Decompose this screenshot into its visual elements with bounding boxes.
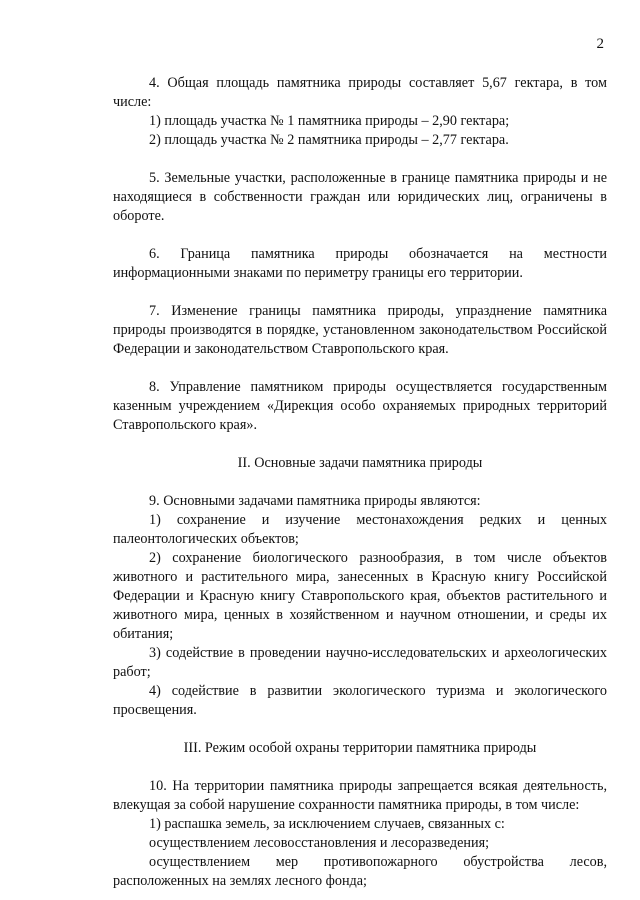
- paragraph-4-item-2: 2) площадь участка № 2 памятника природы – 2,77 гектара.: [149, 132, 509, 148]
- paragraph-7: 7. Изменение границы памятника природы, упразднение памятника природы производятся в порядке, установленном законодательством Российской Федерации и законодательством Ставропольского края.: [113, 303, 607, 357]
- section-2-heading: II. Основные задачи памятника природы: [237, 455, 483, 471]
- paragraph-4: 4. Общая площадь памятника природы составляет 5,67 гектара, в том числе:: [113, 75, 607, 110]
- paragraph-10-item-1a: осуществлением лесовосстановления и лесоразведения;: [149, 835, 490, 851]
- paragraph-10-item-1: 1) распашка земель, за исключением случаев, связанных с:: [149, 816, 505, 832]
- document-body: [113, 74, 607, 891]
- paragraph-9-item-4: 4) содействие в развитии экологического туризма и экологического просвещения.: [113, 683, 607, 718]
- paragraph-6: 6. Граница памятника природы обозначается на местности информационными знаками по периметру границы его территории.: [113, 246, 607, 281]
- paragraph-9-item-3: 3) содействие в проведении научно-исследовательских и археологических работ;: [113, 645, 607, 680]
- paragraph-8: 8. Управление памятником природы осуществляется государственным казенным учреждением «Дирекция особо охраняемых природных территорий Ставропольского края».: [113, 379, 607, 433]
- paragraph-9-item-1: 1) сохранение и изучение местонахождения редких и ценных палеонтологических объектов;: [113, 512, 607, 547]
- page-number: 2: [596, 36, 604, 52]
- paragraph-9-item-2: 2) сохранение биологического разнообразия, в том числе объектов животного и растительного мира, занесенных в Красную книгу Российской Федерации и Красную книгу Ставропольского края, объектов растительного и животного мира, ценных в хозяйственном и научном отношении, и среды их обитания;: [113, 550, 607, 642]
- paragraph-9: 9. Основными задачами памятника природы являются:: [149, 493, 481, 509]
- section-3-heading: III. Режим особой охраны территории памятника природы: [183, 740, 537, 756]
- paragraph-5: 5. Земельные участки, расположенные в границе памятника природы и не находящиеся в собственности граждан или юридических лиц, ограничены в обороте.: [113, 170, 607, 224]
- paragraph-4-item-1: 1) площадь участка № 1 памятника природы – 2,90 гектара;: [149, 113, 510, 129]
- paragraph-10: 10. На территории памятника природы запрещается всякая деятельность, влекущая за собой нарушение сохранности памятника природы, в том числе:: [113, 778, 607, 813]
- paragraph-10-item-1b: осуществлением мер противопожарного обустройства лесов, расположенных на землях лесного фонда;: [113, 854, 607, 889]
